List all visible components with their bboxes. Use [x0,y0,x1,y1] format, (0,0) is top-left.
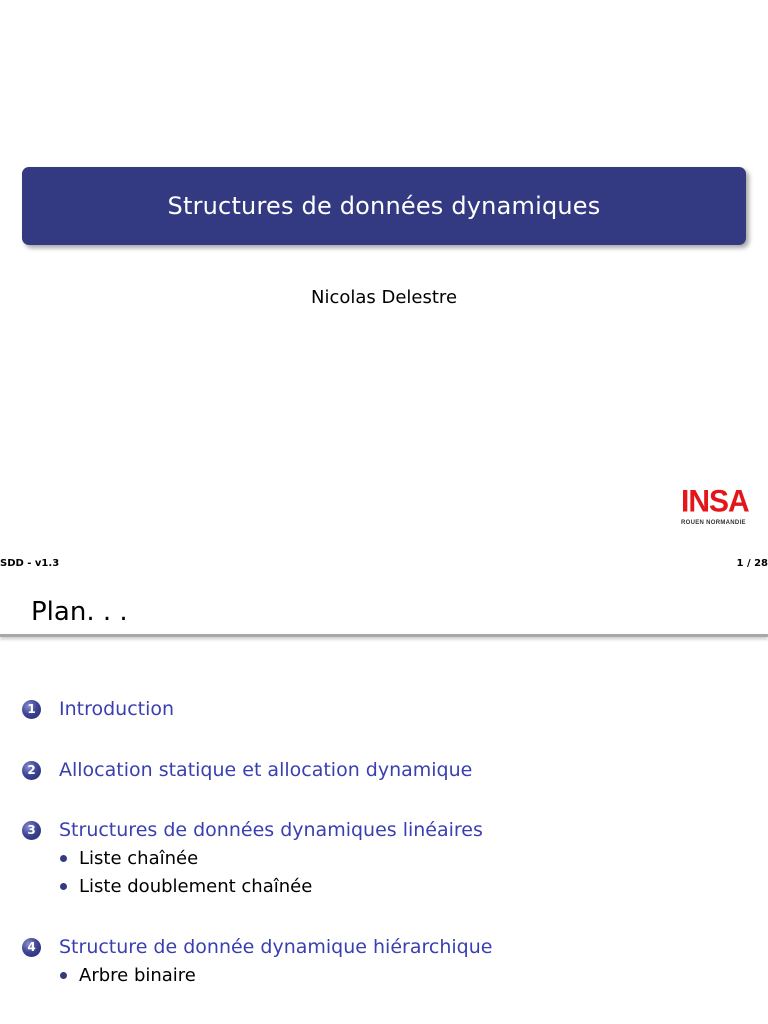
section-number-icon: 4 [22,938,41,957]
section-label: Structures de données dynamiques linéaires [59,819,483,841]
slide-title-box [22,167,746,245]
logo-subtitle: ROUEN NORMANDIE [681,520,746,526]
toc-subitem[interactable] [60,848,198,869]
logo-wordmark: INSA [681,484,749,519]
section-label: Introduction [59,698,175,720]
toc-section-hierarchique[interactable] [22,936,492,958]
section-label: Structure de donnée dynamique hiérarchique [59,936,493,958]
toc-section-introduction[interactable] [22,698,174,720]
footer-version: SDD - v1.3 [0,558,60,569]
plan-title: Plan. . . [31,597,128,627]
bullet-icon [60,855,67,862]
section-number-icon: 3 [22,821,41,840]
title-divider [0,634,768,637]
footer-page-number: 1 / 28 [736,558,768,569]
slide-title: Structures de données dynamiques [167,192,601,220]
section-number-icon: 2 [22,761,41,780]
toc-section-lineaires[interactable] [22,819,483,841]
insa-logo [681,484,753,526]
author-name: Nicolas Delestre [310,287,458,308]
toc-section-allocation[interactable] [22,759,472,781]
subitem-label: Liste doublement chaînée [79,876,313,897]
subitem-label: Arbre binaire [79,965,196,986]
bullet-icon [60,883,67,890]
subitem-label: Liste chaînée [79,848,199,869]
toc-subitem[interactable] [60,876,312,897]
toc-subitem[interactable] [60,965,196,986]
section-number-icon: 1 [22,700,41,719]
section-label: Allocation statique et allocation dynamique [59,759,473,781]
bullet-icon [60,972,67,979]
